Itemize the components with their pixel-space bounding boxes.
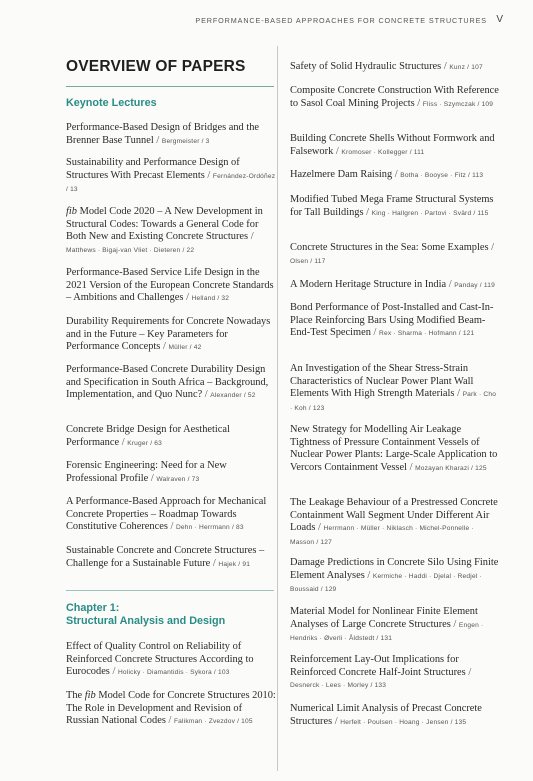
page-title: OVERVIEW OF PAPERS [66, 58, 246, 75]
toc-entry[interactable]: Performance-Based Service Life Design in the 2021 Version of the European Concrete Standards – Ambitions and Challenges / Helland / 32 [66, 267, 274, 304]
toc-entry[interactable]: Bond Performance of Post-Installed and Cast-In-Place Reinforcing Bars Using Modified Beam-End-Test Specimen / Rex · Sharma · Hofmann / 121 [290, 302, 494, 339]
section-title-chapter-1: Chapter 1: Structural Analysis and Design [66, 602, 226, 627]
toc-entry[interactable]: Performance-Based Concrete Durability Design and Specification in South Africa – Background, Implementation, and Quo Nunc? / Alexander / 52 [66, 364, 269, 401]
toc-entry[interactable]: fib Model Code 2020 – A New Development in Structural Codes: Towards a General Code for Both New and Existing Concrete Structures / Matthews · Bigaj-van Vliet · Dieteren / 22 [66, 206, 263, 254]
toc-entry[interactable]: Safety of Solid Hydraulic Structures / Kunz / 107 [290, 61, 483, 72]
toc-entry[interactable]: Damage Predictions in Concrete Silo Using Finite Element Analyses / Kermiche · Haddi · Djelal · Redjel · Boussaid / 129 [290, 557, 499, 594]
title-rule [66, 86, 274, 87]
toc-entry[interactable]: Concrete Bridge Design for Aesthetical Performance / Kruger / 63 [66, 424, 230, 448]
toc-entry[interactable]: An Investigation of the Shear Stress-Strain Characteristics of Nuclear Power Plant Wall Elements With High Strength Materials / Park · Cho · Koh / 123 [290, 363, 497, 412]
toc-entry[interactable]: Reinforcement Lay-Out Implications for Reinforced Concrete Half-Joint Structures / Desnerck · Lees · Morley / 133 [290, 654, 472, 690]
toc-entry[interactable]: Material Model for Nonlinear Finite Element Analyses of Large Concrete Structures / Engen · Hendriks · Øverli · Åldstedt / 131 [290, 606, 484, 643]
toc-entry[interactable]: Forensic Engineering: Need for a New Professional Profile / Walraven / 73 [66, 460, 227, 484]
toc-entry[interactable]: Performance-Based Design of Bridges and the Brenner Base Tunnel / Bergmeister / 3 [66, 122, 260, 146]
section-title-keynote: Keynote Lectures [66, 97, 157, 109]
running-head-title: PERFORMANCE-BASED APPROACHES FOR CONCRETE STRUCTURES [195, 16, 487, 25]
toc-entry[interactable]: Durability Requirements for Concrete Nowadays and in the Future – Key Parameters for Performance Concepts / Müller / 42 [66, 316, 271, 353]
toc-entry[interactable]: Composite Concrete Construction With Reference to Sasol Coal Mining Projects / Fliss · Szymczak / 109 [290, 85, 499, 109]
toc-entry[interactable]: A Performance-Based Approach for Mechanical Concrete Properties – Roadmap Towards Constitutive Coherences / Dehn · Herrmann / 83 [66, 496, 267, 533]
toc-entry[interactable]: Modified Tubed Mega Frame Structural Systems for Tall Buildings / King · Hallgren · Partovi · Svärd / 115 [290, 194, 494, 218]
toc-entry[interactable]: Hazelmere Dam Raising / Botha · Booyse · Fitz / 113 [290, 169, 484, 180]
toc-entry[interactable]: The fib Model Code for Concrete Structures 2010: The Role in Development and Revision of Russian National Codes / Falikman · Zvezdov / 105 [66, 690, 276, 727]
toc-entry[interactable]: Effect of Quality Control on Reliability of Reinforced Concrete Structures According to Eurocodes / Holicky · Diamantidis · Sykora / 103 [66, 641, 254, 678]
section-rule [66, 590, 274, 591]
running-head [0, 14, 533, 30]
toc-entry[interactable]: Sustainability and Performance Design of Structures With Precast Elements / Fernández-Ordóñez / 13 [66, 157, 276, 194]
toc-entry[interactable]: A Modern Heritage Structure in India / Panday / 119 [290, 279, 495, 290]
column-divider [277, 46, 278, 771]
page-number: V [496, 14, 503, 25]
toc-entry[interactable]: Sustainable Concrete and Concrete Structures – Challenge for a Sustainable Future / Hajek / 91 [66, 545, 265, 569]
toc-entry[interactable]: Numerical Limit Analysis of Precast Concrete Structures / Herfelt · Poulsen · Hoang · Jensen / 135 [290, 703, 482, 727]
toc-entry[interactable]: The Leakage Behaviour of a Prestressed Concrete Containment Wall Segment Under Different Air Loads / Herrmann · Müller · Niklasch · Michel-Ponnelle · Masson / 127 [290, 497, 498, 546]
toc-entry[interactable]: Building Concrete Shells Without Formwork and Falsework / Kromoser · Kollegger / 111 [290, 133, 495, 157]
toc-entry[interactable]: New Strategy for Modelling Air Leakage Tightness of Pressure Containment Vessels of Nuclear Power Plants: Large-Scale Application to Vercors Containment Vessel / Mozayan Kharazi / 125 [290, 424, 498, 473]
toc-entry[interactable]: Concrete Structures in the Sea: Some Examples / Olsen / 117 [290, 242, 495, 265]
